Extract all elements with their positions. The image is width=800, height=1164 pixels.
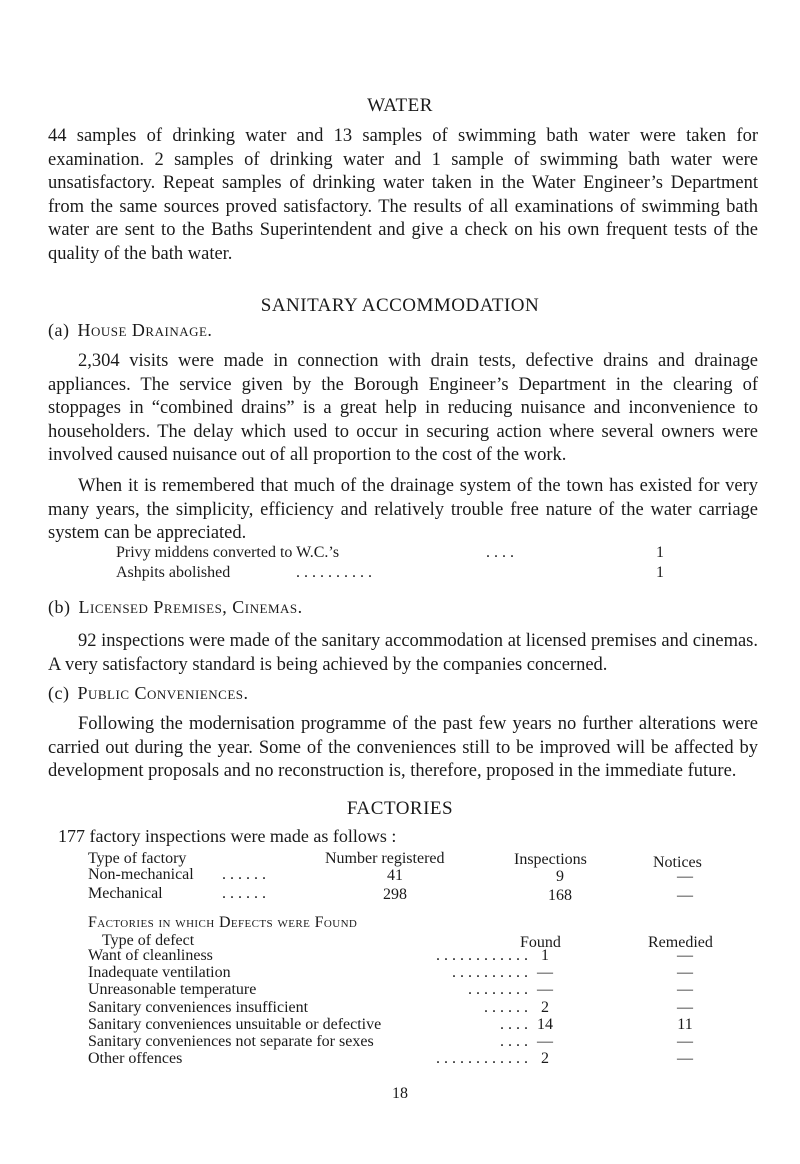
item-dots: . . . .: [486, 544, 514, 561]
defect-dots: . . . .: [500, 1033, 528, 1050]
section-a-heading: [48, 320, 212, 341]
row-inspections: 168: [548, 887, 572, 904]
defect-type: Sanitary conveniences insufficient: [88, 999, 309, 1016]
defect-remedied: —: [677, 947, 693, 964]
defect-dots: . . . . . . . . . .: [452, 964, 528, 981]
drainage-paragraph-1: 2,304 visits were made in connection with drain tests, defective drains and drainage appliances. The service given by the Borough Engineer’s Department in the clearing of stoppages in “combined drains” is a great help in reducing nuisance and inconvenience to householders. The delay which used to occur in securing action where several owners were involved caused nuisance out of all proportion to the cost of the work.: [48, 351, 758, 466]
defect-remedied: —: [677, 964, 693, 981]
header-inspections: Inspections: [514, 851, 587, 868]
water-heading: WATER: [367, 95, 433, 116]
row-inspections: 9: [556, 868, 564, 885]
section-a-label: (a): [48, 320, 70, 340]
drainage-item-row: [116, 562, 676, 583]
defect-dots: . . . . . . . .: [468, 981, 528, 998]
section-a-title: House Drainage.: [77, 320, 213, 340]
item-value: 1: [656, 544, 664, 561]
defect-remedied: —: [677, 999, 693, 1016]
defect-type: Unreasonable temperature: [88, 981, 257, 998]
item-label: Ashpits abolished: [116, 564, 231, 581]
row-registered: 41: [387, 867, 403, 884]
defect-remedied: —: [677, 981, 693, 998]
defect-remedied: —: [677, 1033, 693, 1050]
defect-found: —: [537, 1033, 553, 1050]
header-type: Type of factory: [88, 850, 187, 867]
defect-dots: . . . .: [500, 1016, 528, 1033]
defect-remedied: 11: [677, 1016, 693, 1033]
defects-header-remedied: Remedied: [648, 934, 713, 951]
factories-heading: FACTORIES: [346, 798, 454, 819]
defect-remedied: —: [677, 1050, 693, 1067]
item-label: Privy middens converted to W.C.’s: [116, 544, 340, 561]
row-type: Mechanical: [88, 885, 163, 902]
row-type: Non-mechanical: [88, 866, 194, 883]
defect-type: Other offences: [88, 1050, 183, 1067]
row-registered: 298: [383, 886, 407, 903]
item-value: 1: [656, 564, 664, 581]
defect-type: Sanitary conveniences not separate for sexes: [88, 1033, 374, 1050]
section-b-label: (b): [48, 597, 71, 617]
defect-found: 1: [541, 947, 549, 964]
defect-type: Sanitary conveniences unsuitable or defective: [88, 1016, 382, 1033]
row-dots: . . . . . .: [222, 866, 266, 883]
defects-header-type: Type of defect: [102, 932, 195, 949]
water-paragraph: 44 samples of drinking water and 13 samples of swimming bath water were taken for examination. 2 samples of drinking water and 1 sample of swimming bath water were unsatisfactory. Repeat samples of drinking water taken in the Water Engineer’s Department from the same sources proved satisfactory. The results of all examinations of swimming bath water are sent to the Baths Superintendent and give a check on his own frequent tests of the quality of the bath water.: [48, 126, 758, 264]
licensed-premises-paragraph: 92 inspections were made of the sanitary accommodation at licensed premises and cinemas. A very satisfactory standard is being achieved by the companies concerned.: [48, 631, 758, 675]
page-number: 18: [392, 1085, 408, 1102]
section-b-heading: [48, 597, 303, 618]
defect-type: Want of cleanliness: [88, 947, 213, 964]
row-notices: —: [677, 887, 693, 904]
defect-dots: . . . . . .: [484, 999, 528, 1016]
defects-title: Factories in which Defects were Found: [88, 914, 358, 931]
header-notices: Notices: [653, 854, 702, 871]
drainage-item-row: [116, 542, 676, 563]
item-dots: . . . . . . . . . .: [296, 564, 372, 581]
factories-intro: 177 factory inspections were made as follows :: [58, 826, 397, 846]
defect-dots: . . . . . . . . . . . .: [436, 947, 528, 964]
defects-header-found: Found: [520, 934, 561, 951]
header-registered: Number registered: [325, 850, 445, 867]
sanitary-heading: SANITARY ACCOMMODATION: [260, 295, 540, 316]
section-c-title: Public Conveniences.: [77, 683, 249, 703]
defect-dots: . . . . . . . . . . . .: [436, 1050, 528, 1067]
row-dots: . . . . . .: [222, 885, 266, 902]
defect-found: —: [537, 981, 553, 998]
section-c-heading: [48, 683, 249, 704]
defect-type: Inadequate ventilation: [88, 964, 231, 981]
section-c-label: (c): [48, 683, 70, 703]
public-conveniences-paragraph: Following the modernisation programme of the past few years no further alterations were carried out during the year. Some of the conveniences still to be improved will be affected by development proposals and no reconstruction is, therefore, proposed in the immediate future.: [48, 714, 758, 782]
defect-found: —: [537, 964, 553, 981]
drainage-paragraph-2: When it is remembered that much of the drainage system of the town has existed for very many years, the simplicity, efficiency and relatively trouble free nature of the water carriage system can be appreciated.: [48, 476, 758, 544]
defect-found: 2: [541, 999, 549, 1016]
row-notices: —: [677, 868, 693, 885]
section-b-title: Licensed Premises, Cinemas.: [78, 597, 303, 617]
defect-found: 2: [541, 1050, 549, 1067]
defect-found: 14: [537, 1016, 553, 1033]
